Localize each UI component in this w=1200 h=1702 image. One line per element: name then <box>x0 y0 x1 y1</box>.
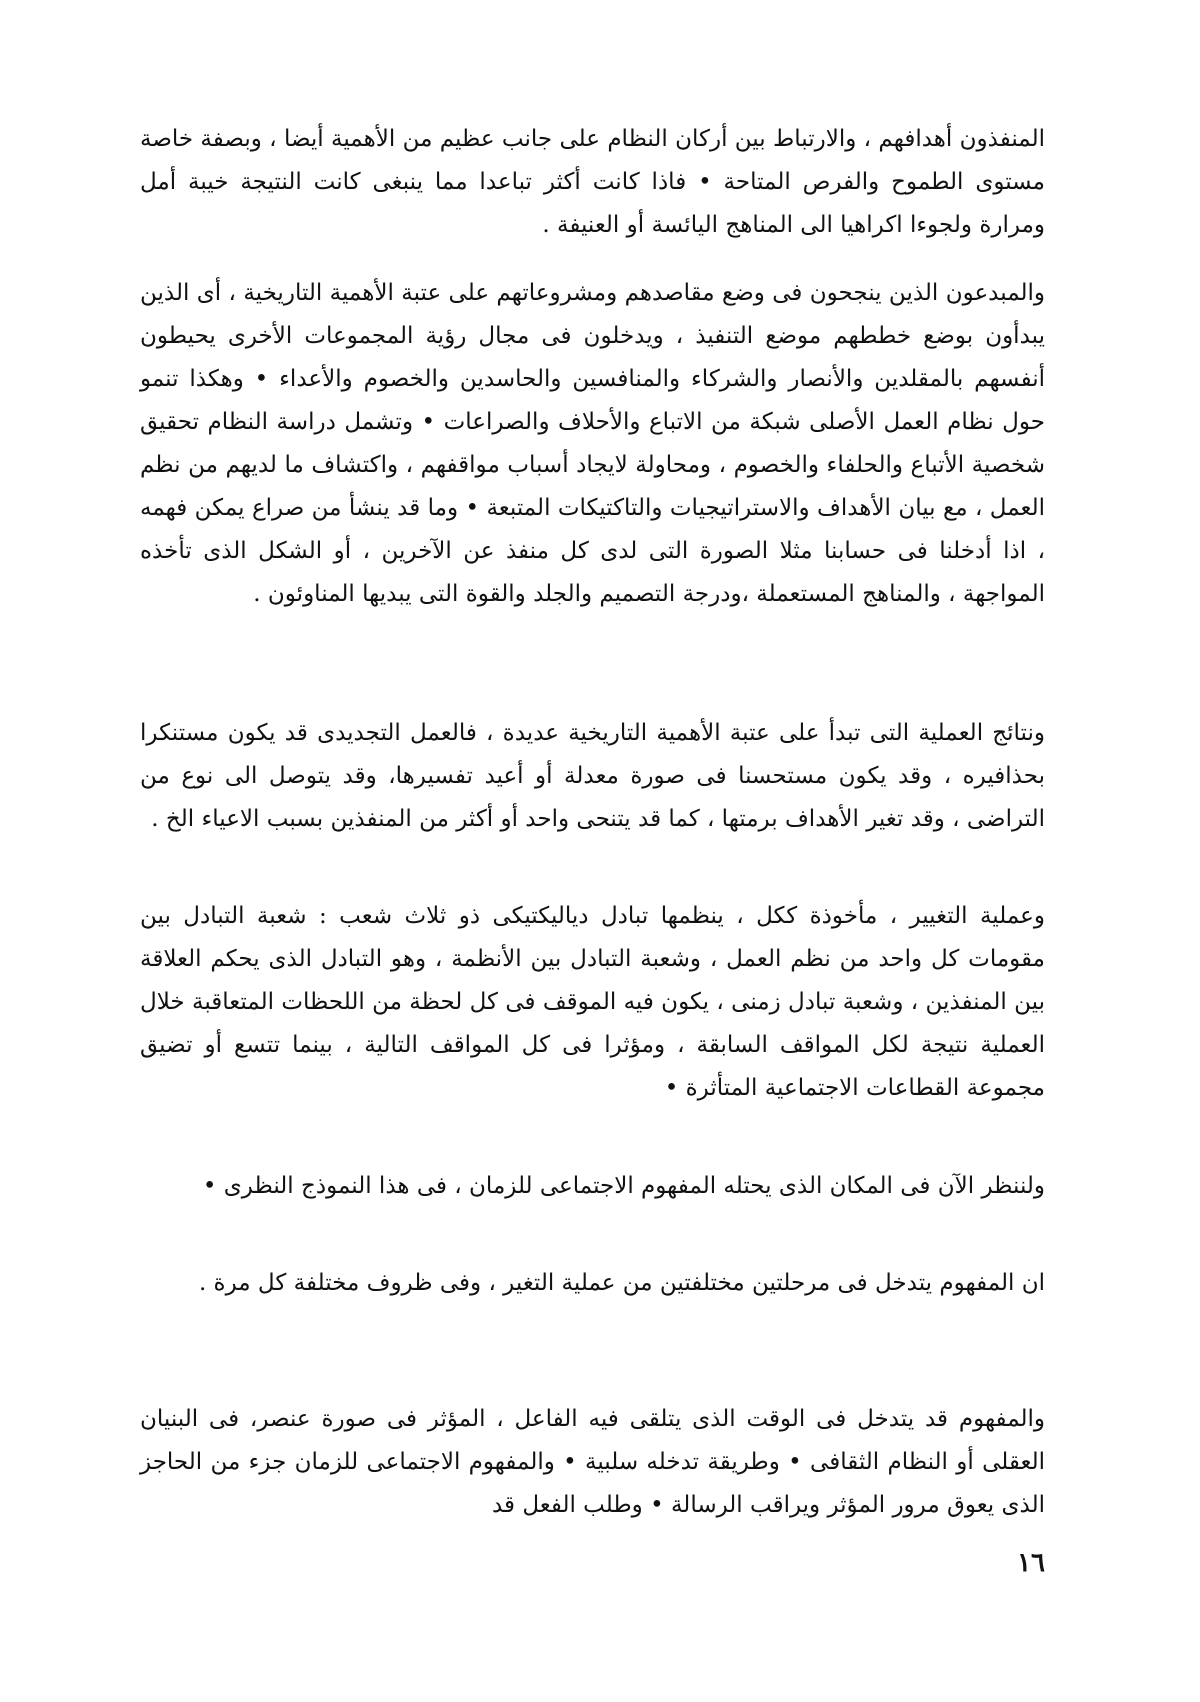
paragraph-6: ان المفهوم يتدخل فى مرحلتين مختلفتين من عملية التغير ، وفى ظروف مختلفة كل مرة . <box>198 1270 1045 1296</box>
page-number: ١٦ <box>1017 1548 1045 1578</box>
paragraph-2: والمبدعون الذين ينجحون فى وضع مقاصدهم ومشروعاتهم على عتبة الأهمية التاريخية ، أى الذين يبدأون بوضع خططهم موضع التنفيذ ، ويدخلون فى مجال رؤية المجموعات الأخرى يحيطون أنفسهم بالمقلدين والأنصار والشركاء والمنافسين والحاسدين والخصوم والأعداء • وهكذا تنمو حول نظام العمل الأصلى شبكة من الاتباع والأحلاف والصراعات • وتشمل دراسة النظام تحقيق شخصية الأتباع والحلفاء والخصوم ، ومحاولة لايجاد أسباب مواقفهم ، واكتشاف ما لديهم من نظم العمل ، مع بيان الأهداف والاستراتيجيات والتاكتيكات المتبعة • وما قد ينشأ من صراع يمكن فهمه ، اذا أدخلنا فى حسابنا مثلا الصورة التى لدى كل منفذ عن الآخرين ، أو الشكل الذى تأخذه المواجهة ، والمناهج المستعملة ،ودرجة التصميم والجلد والقوة التى يبديها المناوئون . <box>140 280 1045 607</box>
paragraph-4: وعملية التغيير ، مأخوذة ككل ، ينظمها تبادل دياليكتيكى ذو ثلاث شعب : شعبة التبادل بين مقومات كل واحد من نظم العمل ، وشعبة التبادل بين الأنظمة ، وهو التبادل الذى يحكم العلاقة بين المنفذين ، وشعبة تبادل زمنى ، يكون فيه الموقف فى كل لحظة من اللحظات المتعاقبة خلال العملية نتيجة لكل المواقف السابقة ، ومؤثرا فى كل المواقف التالية ، بينما تتسع أو تضيق مجموعة القطاعات الاجتماعية المتأثرة • <box>140 903 1045 1101</box>
paragraph-3: ونتائج العملية التى تبدأ على عتبة الأهمية التاريخية عديدة ، فالعمل التجديدى قد يكون مستنكرا بحذافيره ، وقد يكون مستحسنا فى صورة معدلة أو أعيد تفسيرها، وقد يتوصل الى نوع من التراضى ، وقد تغير الأهداف برمتها ، كما قد يتنحى واحد أو أكثر من المنفذين بسبب الاعياء الخ . <box>140 720 1045 832</box>
paragraph-5: ولننظر الآن فى المكان الذى يحتله المفهوم الاجتماعى للزمان ، فى هذا النموذج النظرى • <box>202 1173 1045 1199</box>
paragraph-7: والمفهوم قد يتدخل فى الوقت الذى يتلقى فيه الفاعل ، المؤثر فى صورة عنصر، فى البنيان العقلى أو النظام الثقافى • وطريقة تدخله سلبية • والمفهوم الاجتماعى للزمان جزء من الحاجز الذى يعوق مرور المؤثر ويراقب الرسالة • وطلب الفعل قد <box>140 1406 1045 1518</box>
paragraph-1: المنفذون أهدافهم ، والارتباط بين أركان النظام على جانب عظيم من الأهمية أيضا ، وبصفة خاصة مستوى الطموح والفرص المتاحة • فاذا كانت أكثر تباعدا مما ينبغى كانت النتيجة خيبة أمل ومرارة ولجوءا اكراهيا الى المناهج اليائسة أو العنيفة . <box>140 126 1045 238</box>
